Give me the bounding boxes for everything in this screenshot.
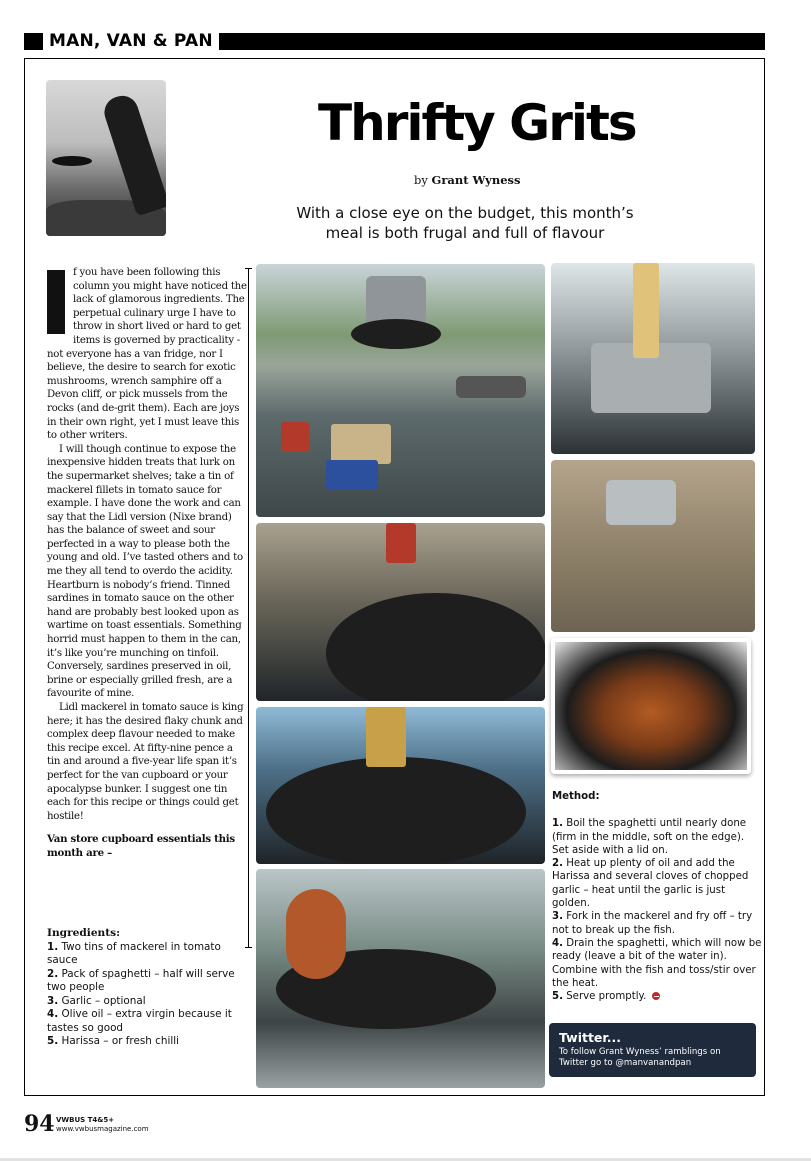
magazine-name: VWBUS T4&5+ bbox=[56, 1116, 115, 1124]
pot-shape bbox=[606, 480, 676, 525]
stove-pan-shape bbox=[351, 319, 441, 349]
twitter-text: To follow Grant Wyness’ ramblings on Twitter go to @manvanandpan bbox=[559, 1047, 721, 1068]
ingredient-item: 4. Olive oil – extra virgin because it tastes so good bbox=[47, 1008, 232, 1034]
ingredient-item: 2. Pack of spaghetti – half will serve two people bbox=[47, 967, 235, 993]
method-step: 3. Fork in the mackerel and fry off – try not to break up the fish. bbox=[552, 911, 753, 936]
mackerel-tin-shape bbox=[366, 707, 406, 767]
wok-shape bbox=[326, 593, 545, 701]
page-number: 94 bbox=[24, 1111, 55, 1137]
magazine-url: www.vwbusmagazine.com bbox=[56, 1125, 149, 1133]
ingredients-heading: Ingredients: bbox=[47, 927, 121, 939]
method-step: 2. Heat up plenty of oil and add the Harissa and several cloves of chopped garlic – heat until the garlic is just golden. bbox=[552, 858, 749, 910]
harissa-tin-shape bbox=[281, 422, 309, 452]
photo-wok-oil bbox=[256, 523, 545, 701]
wok-shape bbox=[266, 757, 526, 864]
method-step: 4. Drain the spaghetti, which will now be ready (leave a bit of the water in). Combine with the fish and toss/stir over the heat. bbox=[552, 937, 762, 989]
method-step: 1. Boil the spaghetti until nearly done (firm in the middle, soft on the edge). Set aside with a lid on. bbox=[552, 818, 747, 856]
body-paragraph-3: Lidl mackerel in tomato sauce is king here; it has the desired flaky chunk and complex deep flavour needed to make this recipe excel. At fifty-nine pence a tin and around a five-year life span it’s perfect for the van cupboard or your apocalypse bunker. I suggest one tin each for this recipe or things could get hostile! bbox=[47, 702, 244, 822]
method-heading: Method: bbox=[552, 791, 600, 802]
spaghetti-lift-shape bbox=[286, 889, 346, 979]
photo-draining-pot bbox=[551, 460, 755, 632]
photo-finished-dish bbox=[551, 638, 751, 774]
author-figure bbox=[100, 92, 166, 217]
body-paragraph-2: I will though continue to expose the inexpensive hidden treats that lurk on the supermarket shelves; take a tin of mackerel fillets in tomato sauce for example. I have done the work and can say that the Lidl version (Nixe brand) has the balance of sweet and sour perfected in a way to please both the young and old. I’ve tasted others and to me they all tend to overdo the acidity. Heartburn is nobody’s friend. Tinned sardines in tomato sauce on the other hand are probably best looked upon as wartime on toast essentials. Something horrid must happen to them in the can, it’s like you’re munching on tinfoil. Conversely, sardines preserved in oil, brine or especially grilled fresh, are a favourite of mine. bbox=[47, 443, 243, 700]
method-steps bbox=[552, 817, 762, 1003]
byline bbox=[414, 173, 521, 187]
ingredient-item: 1. Two tins of mackerel in tomato sauce bbox=[47, 940, 221, 966]
frying-pan-shape bbox=[52, 156, 92, 166]
twitter-box bbox=[549, 1023, 756, 1077]
section-tag-block bbox=[24, 33, 38, 50]
ingredients-items bbox=[47, 941, 247, 1049]
paragraph-spacer bbox=[47, 823, 247, 833]
spaghetti-pack-shape bbox=[331, 424, 391, 464]
ingredient-item: 3. Garlic – optional bbox=[47, 994, 146, 1007]
section-label: MAN, VAN & PAN bbox=[43, 32, 219, 51]
lid-shape bbox=[456, 376, 526, 398]
author-name: Grant Wyness bbox=[431, 173, 521, 187]
photo-tossing-spaghetti bbox=[256, 869, 545, 1088]
ingredients-list bbox=[47, 927, 247, 1049]
body-paragraph-1 bbox=[47, 266, 247, 443]
drop-cap bbox=[47, 270, 65, 334]
article-title: Thrifty Grits bbox=[318, 94, 636, 152]
spaghetti-shape bbox=[633, 263, 659, 358]
photo-ingredients-stove bbox=[256, 264, 545, 517]
article-body bbox=[47, 266, 247, 861]
harissa-tin-shape bbox=[386, 523, 416, 563]
body-paragraph-1-text: f you have been following this column you might have noticed the lack of glamorous ingredients. The perpetual culinary urge I have to throw in short lived or hard to get items is governed by practicality - not everyone has a van fridge, nor I believe, the desire to search for exotic mushrooms, wrench samphire off a Devon cliff, or pick mussels from the rocks (and de-grit them). Each are joys in their own right, yet I must leave this to other writers. bbox=[47, 267, 247, 442]
section-header-bar bbox=[24, 33, 765, 50]
body-paragraph-4: Van store cupboard essentials this month are – bbox=[47, 833, 235, 859]
method-step: 5. Serve promptly. bbox=[552, 990, 762, 1003]
twitter-title: Twitter... bbox=[559, 1030, 622, 1045]
end-stop-icon bbox=[652, 992, 660, 1000]
standfirst: With a close eye on the budget, this month’s meal is both frugal and full of flavour bbox=[296, 204, 634, 242]
mackerel-tin-shape bbox=[326, 460, 378, 490]
byline-prefix: by bbox=[414, 173, 428, 187]
method-section bbox=[552, 790, 762, 1003]
column-rule bbox=[248, 268, 249, 948]
photo-adding-mackerel bbox=[256, 707, 545, 864]
author-photo bbox=[46, 80, 166, 236]
ingredient-item: 5. Harissa – or fresh chilli bbox=[47, 1035, 180, 1047]
photo-spaghetti-pot bbox=[551, 263, 755, 454]
folio-text bbox=[56, 1116, 149, 1134]
